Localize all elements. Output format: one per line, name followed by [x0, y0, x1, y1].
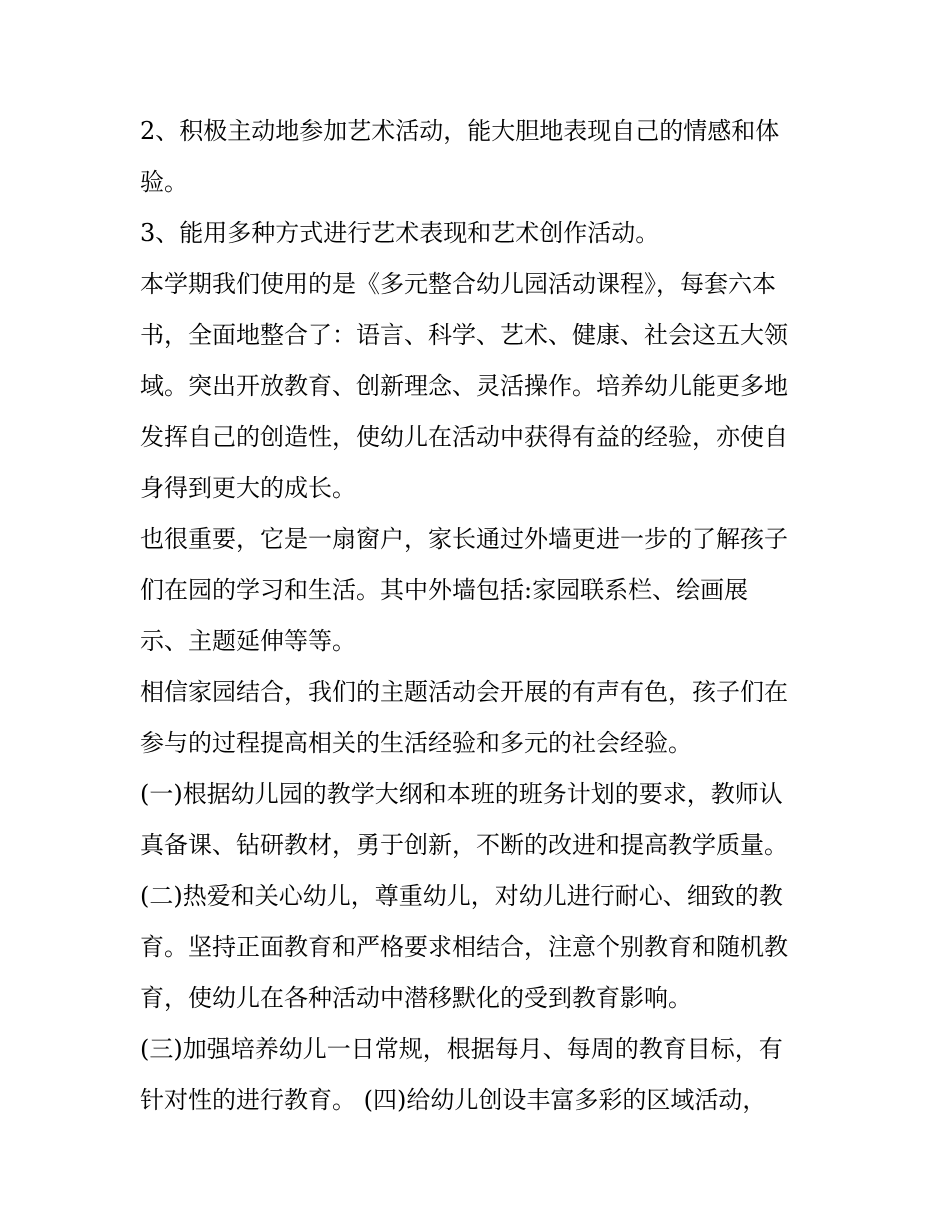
text-line: 域。突出开放教育、创新理念、灵活操作。培养幼儿能更多地	[140, 372, 788, 400]
text-line: (三)加强培养幼儿一日常规，根据每月、每周的教育目标，有	[140, 1035, 783, 1063]
text-line: 针对性的进行教育。 (四)给幼儿创设丰富多彩的区域活动，	[140, 1086, 767, 1114]
text-line: 发挥自己的创造性，使幼儿在活动中获得有益的经验，亦使自	[140, 423, 788, 451]
text-line: 2、积极主动地参加艺术活动，能大胆地表现自己的情感和体	[140, 117, 780, 145]
text-line: 示、主题延伸等等。	[140, 627, 356, 655]
text-line: (二)热爱和关心幼儿，尊重幼儿，对幼儿进行耐心、细致的教	[140, 882, 783, 910]
text-line: 也很重要，它是一扇窗户，家长通过外墙更进一步的了解孩子	[140, 525, 788, 553]
text-line: 育，使幼儿在各种活动中潜移默化的受到教育影响。	[140, 984, 692, 1012]
text-line: 参与的过程提高相关的生活经验和多元的社会经验。	[140, 729, 692, 757]
text-line: 3、能用多种方式进行艺术表现和艺术创作活动。	[140, 219, 660, 247]
text-line: 们在园的学习和生活。其中外墙包括:家园联系栏、绘画展	[140, 576, 749, 604]
text-line: 本学期我们使用的是《多元整合幼儿园活动课程》，每套六本	[140, 270, 776, 298]
text-line: 育。坚持正面教育和严格要求相结合，注意个别教育和随机教	[140, 933, 788, 961]
text-line: 身得到更大的成长。	[140, 474, 356, 502]
text-line: 验。	[140, 168, 188, 196]
document-body	[140, 106, 830, 1126]
text-line: 真备课、钻研教材，勇于创新，不断的改进和提高教学质量。	[140, 831, 788, 859]
text-line: (一)根据幼儿园的教学大纲和本班的班务计划的要求，教师认	[140, 780, 783, 808]
text-line: 书，全面地整合了：语言、科学、艺术、健康、社会这五大领	[140, 321, 788, 349]
text-line: 相信家园结合，我们的主题活动会开展的有声有色，孩子们在	[140, 678, 788, 706]
